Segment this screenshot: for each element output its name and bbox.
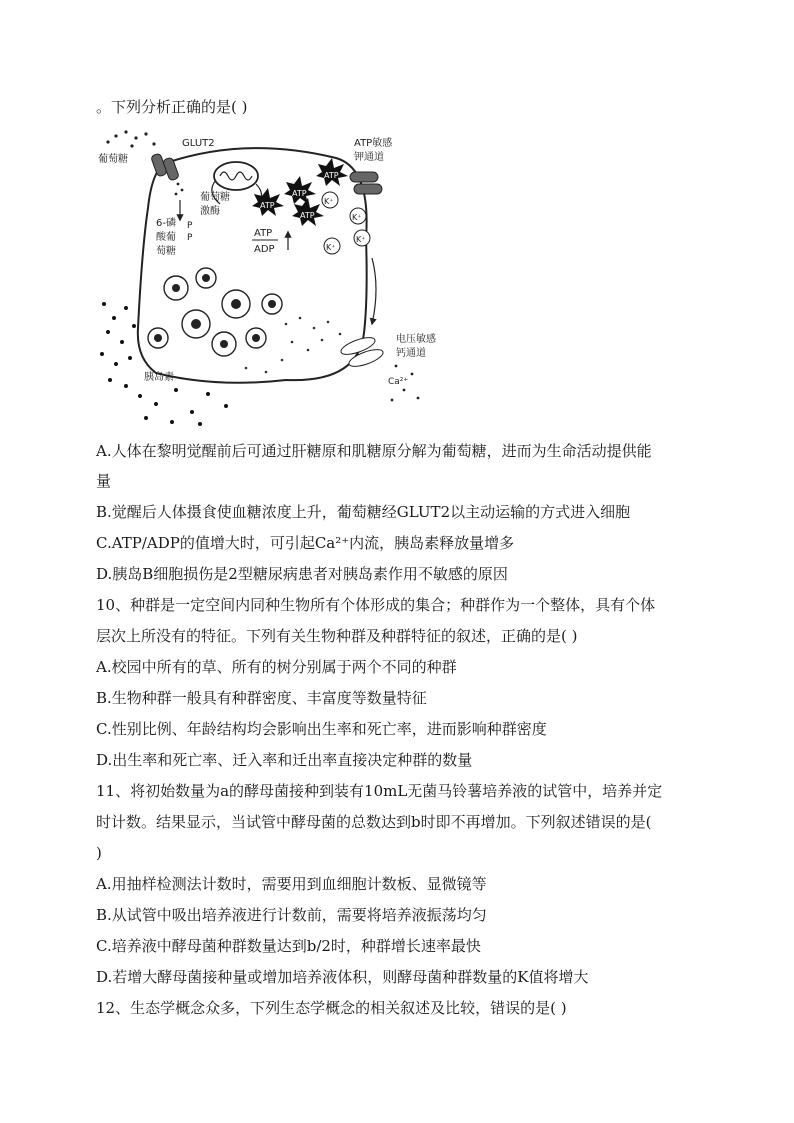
q10-stem-line1: 10、种群是一定空间内同种生物所有个体形成的集合；种群作为一个整体，具有个体 [96,596,656,614]
kinase-label: 激酶 [200,206,220,217]
ca-channel-label-2: 钙通道 [396,348,426,359]
glucose-in-label: 葡萄糖 [200,192,230,203]
atp-k-channel-label-2: 钾通道 [354,152,384,163]
q9-option-d: D.胰岛B细胞损伤是2型糖尿病患者对胰岛素作用不敏感的原因 [96,565,508,583]
q11-option-a: A.用抽样检测法计数时，需要用到血细胞计数板、显微镜等 [96,875,487,893]
glucose-dots [106,130,155,147]
atp-k-channel-label-1: ATP敏感 [354,138,393,149]
islet-b-cell-diagram [96,128,436,428]
q11-option-b: B.从试管中吸出培养液进行计数前，需要将培养液振荡均匀 [96,906,487,924]
atp-1: ATP [260,201,275,210]
g6p-label-2: 酸葡 [156,232,176,243]
q9-option-a-line1: A.人体在黎明觉醒前后可通过肝糖原和肌糖原分解为葡萄糖，进而为生命活动提供能 [96,442,652,460]
atp-2: ATP [292,189,307,198]
q9-option-b: B.觉醒后人体摄食使血糖浓度上升，葡萄糖经GLUT2以主动运输的方式进入细胞 [96,503,631,521]
q11-option-c: C.培养液中酵母菌种群数量达到b/2时，种群增长速率最快 [96,937,481,955]
glucose-outside-label: 葡萄糖 [98,154,128,165]
g6p-label-3: 萄糖 [156,246,176,257]
atp-ratio-numerator: ATP [254,228,273,239]
q10-option-a: A.校园中所有的草、所有的树分别属于两个不同的种群 [96,658,457,676]
g6p-label-1: 6-磷 [156,218,176,229]
q9-option-c: C.ATP/ADP的值增大时，可引起Ca²⁺内流，胰岛素释放量增多 [96,534,515,552]
q11-stem-line3: ) [96,844,102,862]
k-ion-3: K⁺ [326,243,336,252]
question-intro: 。下列分析正确的是( ) [96,98,248,116]
q10-option-d: D.出生率和死亡率、迁入率和迁出率直接决定种群的数量 [96,751,473,769]
insulin-vesicles [148,268,282,356]
phosphate-label-1: P [187,221,193,231]
glut2-label: GLUT2 [182,138,215,149]
q10-stem-line2: 层次上所没有的特征。下列有关生物种群及种群特征的叙述，正确的是( ) [96,627,578,645]
atp-sensitive-k-channel [350,172,382,194]
q11-option-d: D.若增大酵母菌接种量或增加培养液体积，则酵母菌种群数量的K值将增大 [96,968,589,986]
mitochondrion-icon [214,162,258,190]
q12-stem: 12、生态学概念众多，下列生态学概念的相关叙述及比较，错误的是( ) [96,999,567,1017]
k-ion-4: K⁺ [356,235,366,244]
ca-ion-label: Ca²⁺ [388,377,409,387]
k-ion-1: K⁺ [324,197,334,206]
q10-option-b: B.生物种群一般具有种群密度、丰富度等数量特征 [96,689,427,707]
q9-option-a-line2: 量 [96,472,112,490]
insulin-label: 胰岛素 [144,372,174,383]
q11-stem-line2: 时计数。结果显示，当试管中酵母菌的总数达到b时即不再增加。下列叙述错误的是( [96,813,652,831]
atp-3: ATP [324,171,339,180]
q10-option-c: C.性别比例、年龄结构均会影响出生率和死亡率，进而影响种群密度 [96,720,547,738]
glucose-in-dots [175,183,184,196]
atp-ratio-denominator: ADP [254,244,275,255]
k-ion-2: K⁺ [352,213,362,222]
voltage-ca-channel [339,334,385,370]
phosphate-label-2: P [187,233,193,243]
q11-stem-line1: 11、将初始数量为a的酵母菌接种到装有10mL无菌马铃薯培养液的试管中，培养并定 [96,782,663,800]
atp-4: ATP [300,211,315,220]
ca-channel-label-1: 电压敏感 [396,334,436,345]
